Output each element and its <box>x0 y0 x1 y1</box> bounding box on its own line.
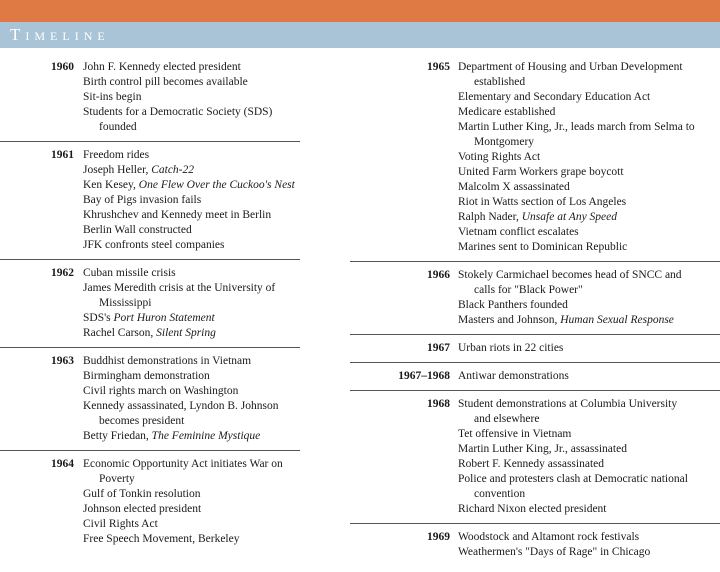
event-line <box>83 163 300 178</box>
entry-events <box>83 354 300 444</box>
event-text: Urban riots in 22 cities <box>458 342 564 354</box>
event-text: Richard Nixon elected president <box>458 503 607 515</box>
event-line <box>458 210 720 225</box>
timeline-entry <box>350 268 720 335</box>
event-line <box>458 105 720 120</box>
timeline-entry <box>0 457 300 553</box>
entry-year: 1964 <box>51 458 74 470</box>
event-text: Kennedy assassinated, Lyndon B. Johnson <box>83 400 279 412</box>
event-line <box>83 238 300 253</box>
event-line <box>458 487 720 502</box>
event-line <box>458 135 720 150</box>
entry-events <box>458 369 720 384</box>
event-line <box>83 487 300 502</box>
event-text: Vietnam conflict escalates <box>458 226 579 238</box>
event-text: Medicare established <box>458 106 556 118</box>
event-text: founded <box>99 121 137 133</box>
event-line <box>83 369 300 384</box>
event-line <box>458 442 720 457</box>
entry-year: 1969 <box>427 531 450 543</box>
work-title: Catch-22 <box>151 164 195 176</box>
event-text: Sit-ins begin <box>83 91 142 103</box>
event-line <box>458 298 720 313</box>
event-text: Ken Kesey, <box>83 179 139 191</box>
timeline-entry <box>350 530 720 566</box>
entry-year: 1963 <box>51 355 74 367</box>
event-line <box>458 472 720 487</box>
event-text: Black Panthers founded <box>458 299 568 311</box>
event-line <box>458 341 720 356</box>
entry-events <box>458 268 720 328</box>
event-line <box>83 60 300 75</box>
event-text: Poverty <box>99 473 135 485</box>
timeline-entry <box>350 397 720 524</box>
event-line <box>458 369 720 384</box>
event-line <box>458 313 720 328</box>
event-line <box>458 225 720 240</box>
event-line <box>83 311 300 326</box>
timeline-entry <box>0 60 300 142</box>
event-text: Cuban missile crisis <box>83 267 176 279</box>
event-text: Student demonstrations at Columbia University <box>458 398 678 410</box>
event-line <box>83 120 300 135</box>
timeline-entry <box>350 60 720 262</box>
event-text: Weathermen's "Days of Rage" in Chicago <box>458 546 651 558</box>
event-text: John F. Kennedy elected president <box>83 61 241 73</box>
event-line <box>458 165 720 180</box>
event-text: Stokely Carmichael becomes head of SNCC and <box>458 269 682 281</box>
work-title: The Feminine Mystique <box>151 430 261 442</box>
entry-year: 1965 <box>427 61 450 73</box>
event-line <box>458 60 720 75</box>
event-text: Montgomery <box>474 136 535 148</box>
entry-events <box>83 457 300 547</box>
event-text: Birth control pill becomes available <box>83 76 248 88</box>
timeline-entry <box>0 148 300 260</box>
event-text: Rachel Carson, <box>83 327 157 339</box>
event-text: Berlin Wall constructed <box>83 224 192 236</box>
event-text: Marines sent to Dominican Republic <box>458 241 628 253</box>
work-title: Silent Spring <box>156 327 216 339</box>
event-text: Economic Opportunity Act initiates War on <box>83 458 283 470</box>
event-text: James Meredith crisis at the University of <box>83 282 276 294</box>
event-text: convention <box>474 488 526 500</box>
event-line <box>83 90 300 105</box>
event-line <box>458 530 720 545</box>
event-text: Woodstock and Altamont rock festivals <box>458 531 640 543</box>
event-line <box>83 75 300 90</box>
entry-year: 1967 <box>427 342 450 354</box>
event-text: Civil rights march on Washington <box>83 385 239 397</box>
event-text: United Farm Workers grape boycott <box>458 166 624 178</box>
work-title: Port Huron Statement <box>113 312 215 324</box>
event-line <box>83 502 300 517</box>
event-line <box>458 457 720 472</box>
event-line <box>83 178 300 193</box>
right-column <box>350 60 720 572</box>
event-text: Johnson elected president <box>83 503 202 515</box>
event-line <box>458 502 720 517</box>
event-line <box>83 148 300 163</box>
top-accent-bar <box>0 0 720 22</box>
event-text: Free Speech Movement, Berkeley <box>83 533 240 545</box>
event-text: Students for a Democratic Society (SDS) <box>83 106 273 118</box>
work-title: Unsafe at Any Speed <box>521 211 618 223</box>
event-line <box>458 397 720 412</box>
event-line <box>458 180 720 195</box>
event-line <box>83 517 300 532</box>
work-title: Human Sexual Response <box>560 314 674 326</box>
event-text: Riot in Watts section of Los Angeles <box>458 196 627 208</box>
event-text: Police and protesters clash at Democratic national <box>458 473 688 485</box>
event-line <box>458 75 720 90</box>
event-text: Birmingham demonstration <box>83 370 210 382</box>
entry-events <box>83 266 300 341</box>
entry-events <box>83 60 300 135</box>
event-text: Elementary and Secondary Education Act <box>458 91 651 103</box>
event-line <box>458 240 720 255</box>
entry-events <box>458 60 720 255</box>
entry-events <box>83 148 300 253</box>
event-line <box>458 545 720 560</box>
event-text: Gulf of Tonkin resolution <box>83 488 201 500</box>
event-text: Masters and Johnson, <box>458 314 561 326</box>
entry-events <box>458 341 720 356</box>
event-line <box>83 354 300 369</box>
entry-events <box>458 530 720 560</box>
event-line <box>83 193 300 208</box>
entry-year: 1960 <box>51 61 74 73</box>
event-line <box>83 266 300 281</box>
event-text: established <box>474 76 526 88</box>
event-line <box>83 472 300 487</box>
entry-year: 1968 <box>427 398 450 410</box>
event-text: Khrushchev and Kennedy meet in Berlin <box>83 209 272 221</box>
timeline-entry <box>0 354 300 451</box>
event-line <box>458 120 720 135</box>
event-text: and elsewhere <box>474 413 540 425</box>
event-line <box>83 429 300 444</box>
entry-year: 1962 <box>51 267 74 279</box>
event-text: Robert F. Kennedy assassinated <box>458 458 604 470</box>
event-line <box>83 326 300 341</box>
work-title: One Flew Over the Cuckoo's Nest <box>138 179 295 191</box>
event-text: Voting Rights Act <box>458 151 541 163</box>
event-line <box>83 105 300 120</box>
event-text: Martin Luther King, Jr., assassinated <box>458 443 627 455</box>
event-text: Martin Luther King, Jr., leads march from Selma to <box>458 121 695 133</box>
entry-year: 1961 <box>51 149 74 161</box>
entry-year: 1967–1968 <box>398 370 450 382</box>
event-text: Mississippi <box>99 297 152 309</box>
event-line <box>83 384 300 399</box>
event-text: Ralph Nader, <box>458 211 522 223</box>
event-line <box>458 150 720 165</box>
event-line <box>458 283 720 298</box>
event-line <box>83 399 300 414</box>
event-text: Department of Housing and Urban Development <box>458 61 683 73</box>
entry-events <box>458 397 720 517</box>
event-text: Tet offensive in Vietnam <box>458 428 572 440</box>
event-text: SDS's <box>83 312 114 324</box>
timeline-entry <box>350 369 720 391</box>
event-text: Joseph Heller, <box>83 164 152 176</box>
event-line <box>458 268 720 283</box>
event-text: Malcolm X assassinated <box>458 181 570 193</box>
event-text: Buddhist demonstrations in Vietnam <box>83 355 252 367</box>
event-text: JFK confronts steel companies <box>83 239 225 251</box>
event-line <box>83 223 300 238</box>
timeline-entry <box>0 266 300 348</box>
left-column <box>0 60 300 559</box>
page-title: Timeline <box>10 25 110 44</box>
event-text: Freedom rides <box>83 149 150 161</box>
event-text: Civil Rights Act <box>83 518 158 530</box>
timeline-entry <box>350 341 720 363</box>
event-line <box>458 412 720 427</box>
event-line <box>83 296 300 311</box>
event-text: becomes president <box>99 415 185 427</box>
event-text: calls for "Black Power" <box>474 284 583 296</box>
event-text: Betty Friedan, <box>83 430 152 442</box>
event-text: Bay of Pigs invasion fails <box>83 194 202 206</box>
event-line <box>83 208 300 223</box>
event-line <box>458 427 720 442</box>
entry-year: 1966 <box>427 269 450 281</box>
event-text: Antiwar demonstrations <box>458 370 569 382</box>
event-line <box>458 195 720 210</box>
event-line <box>83 457 300 472</box>
event-line <box>458 90 720 105</box>
event-line <box>83 281 300 296</box>
event-line <box>83 414 300 429</box>
header-bar <box>0 22 720 48</box>
